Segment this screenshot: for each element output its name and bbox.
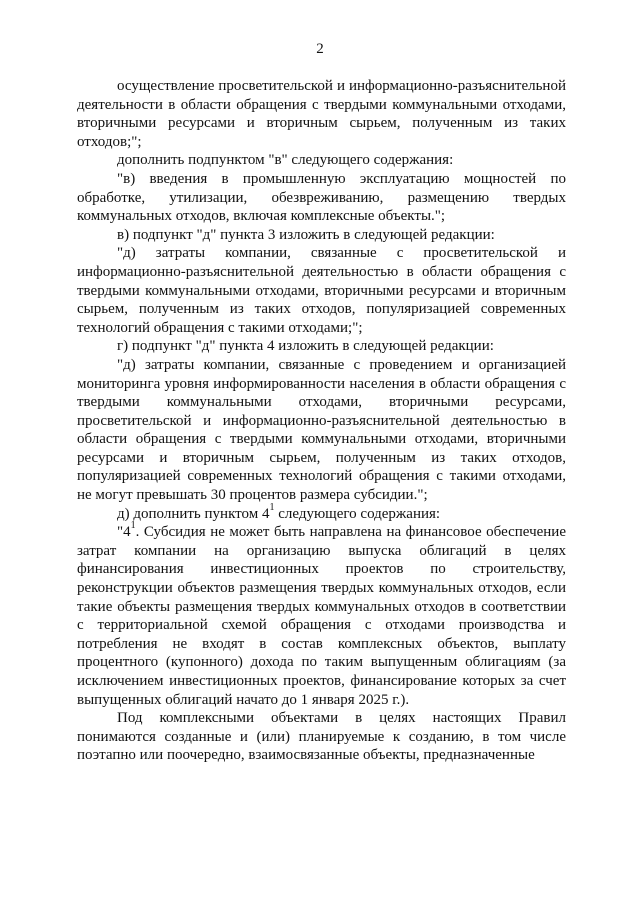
paragraph-8-text-start: д) дополнить пунктом 4 bbox=[117, 505, 270, 522]
paragraph-5: "д) затраты компании, связанные с просветительской и информационно-разъяснительной деятельностью в области обращения с твердыми коммунальными отходами, вторичными ресурсами и вторичным сырьем, полученным из таких отходов, популяризацией современных технологий обращения с такими отходами;"; bbox=[77, 245, 566, 336]
paragraph-1: осуществление просветительской и информационно-разъяснительной деятельности в области обращения с твердыми коммунальными отходами, вторичными ресурсами и вторичным сырьем, полученным из таких отходов;"; bbox=[77, 78, 566, 150]
paragraph-7: "д) затраты компании, связанные с проведением и организацией мониторинга уровня информированности населения в области обращения с твердыми коммунальными отходами, вторичными ресурсами, просветительской и информационно-разъяснительной деятельностью в области обращения с твердыми коммунальными отходами, вторичными ресурсами и вторичным сырьем, полученным из таких отходов, популяризацией современных технологий обращения с такими отходами, не могут превышать 30 процентов размера субсидии."; bbox=[77, 356, 566, 504]
paragraph-2: дополнить подпунктом "в" следующего содержания: bbox=[117, 152, 454, 169]
paragraph-10: Под комплексными объектами в целях настоящих Правил понимаются созданные и (или) планируемые к созданию, в том числе поэтапно или поочередно, взаимосвязанные объекты, предназначенные bbox=[77, 710, 566, 764]
superscript-index: 1 bbox=[130, 520, 136, 532]
paragraph-8 bbox=[77, 501, 566, 524]
document-body bbox=[77, 77, 566, 765]
paragraph-4: в) подпункт "д" пункта 3 изложить в следующей редакции: bbox=[117, 226, 495, 243]
paragraph-3: "в) введения в промышленную эксплуатацию мощностей по обработке, утилизации, обезвреживанию, размещению твердых коммунальных отходов, включая комплексные объекты."; bbox=[77, 170, 566, 225]
superscript-index: 1 bbox=[269, 501, 275, 513]
paragraph-9 bbox=[77, 520, 566, 709]
paragraph-9-text-start: "4 bbox=[117, 524, 131, 541]
paragraph-8-text-end: следующего содержания: bbox=[274, 505, 441, 522]
page-number: 2 bbox=[316, 41, 324, 57]
paragraph-9-text-end: . Субсидия не может быть направлена на финансовое обеспечение затрат компании на организацию выпуска облигаций в целях финансирования инвестиционных проектов по строительству, реконструкции объектов размещения твердых коммунальных отходов, если такие объекты размещения твердых коммунальных отходов в соответствии с территориальной схемой обращения с отходами производства и потребления не входят в состав комплексных объектов, выплату процентного (купонного) дохода по таким выпущенным облигациям (за исключением инвестиционных проектов, финансирование которых за счет выпущенных облигаций начато до 1 января 2025 г.). bbox=[77, 524, 566, 708]
paragraph-6: г) подпункт "д" пункта 4 изложить в следующей редакции: bbox=[117, 338, 494, 355]
